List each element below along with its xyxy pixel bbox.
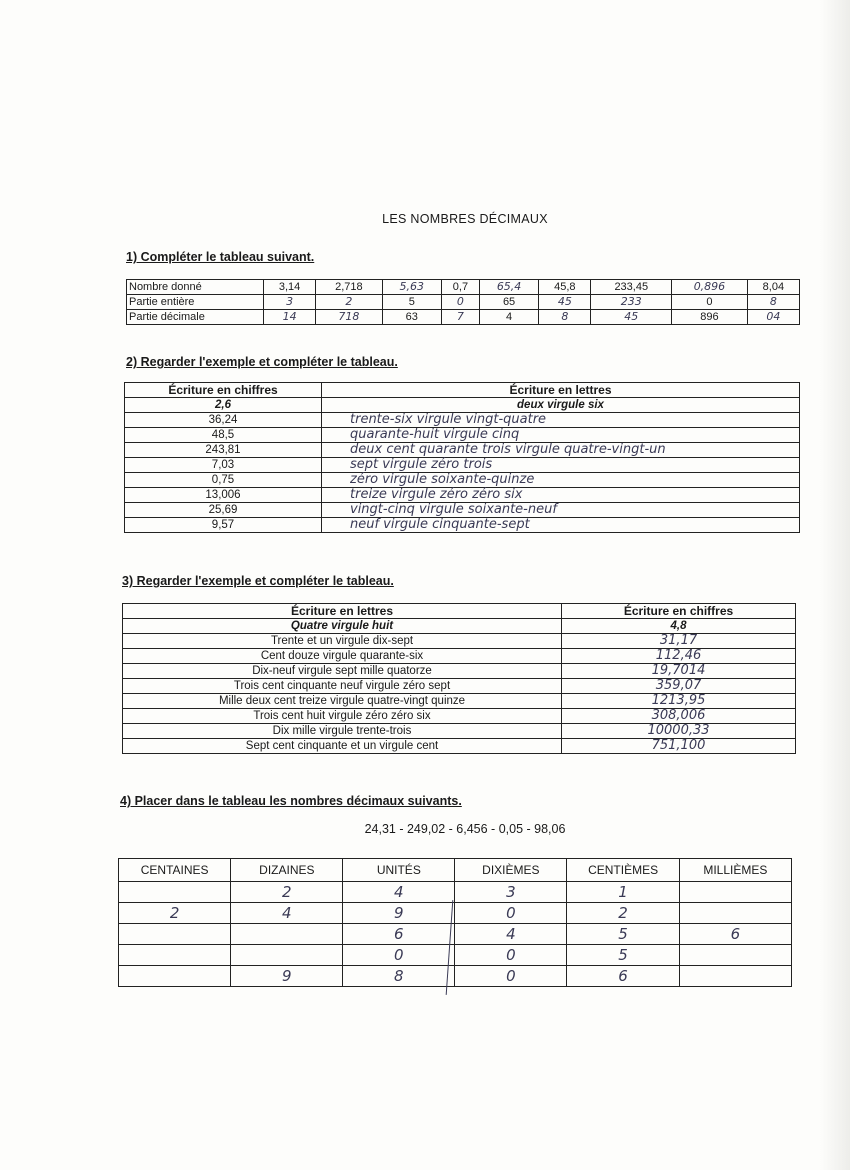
digit-cell[interactable]: 2 <box>231 882 343 903</box>
digit-cell[interactable]: 9 <box>231 966 343 987</box>
digit-cell[interactable] <box>119 945 231 966</box>
section2-heading: 2) Regarder l'exemple et compléter le tableau. <box>126 355 398 369</box>
digits-cell: 13,006 <box>125 488 322 503</box>
digit-cell[interactable]: 6 <box>567 966 679 987</box>
table-row <box>125 428 800 443</box>
integer-part: 0 <box>672 295 748 310</box>
given-number[interactable]: 0,896 <box>672 280 748 295</box>
table-header-row <box>125 383 800 398</box>
given-number: 3,14 <box>264 280 316 295</box>
section4-heading: 4) Placer dans le tableau les nombres décimaux suivants. <box>120 794 462 808</box>
page-edge-shadow <box>820 0 850 1170</box>
words-to-digits-table <box>122 603 796 754</box>
table-row <box>123 649 796 664</box>
table-row <box>119 882 792 903</box>
digit-cell[interactable]: 2 <box>567 903 679 924</box>
words-cell: Dix mille virgule trente-trois <box>123 724 562 739</box>
digit-cell[interactable]: 5 <box>567 924 679 945</box>
integer-part[interactable]: 2 <box>316 295 382 310</box>
words-answer[interactable]: deux cent quarante trois virgule quatre-vingt-un <box>322 443 800 458</box>
given-number: 8,04 <box>747 280 799 295</box>
digit-cell[interactable]: 0 <box>343 945 455 966</box>
decimal-part[interactable]: 7 <box>441 310 479 325</box>
digits-answer[interactable]: 10000,33 <box>562 724 796 739</box>
digits-cell: 243,81 <box>125 443 322 458</box>
words-cell: Trois cent huit virgule zéro zéro six <box>123 709 562 724</box>
digit-cell[interactable]: 4 <box>455 924 567 945</box>
digit-cell[interactable]: 8 <box>343 966 455 987</box>
table-row <box>123 739 796 754</box>
section3-heading: 3) Regarder l'exemple et compléter le tableau. <box>122 574 394 588</box>
example-digits: 4,8 <box>562 619 796 634</box>
table-row <box>125 413 800 428</box>
words-cell: Trente et un virgule dix-sept <box>123 634 562 649</box>
table-row <box>119 945 792 966</box>
digits-cell: 9,57 <box>125 518 322 533</box>
digits-answer[interactable]: 359,07 <box>562 679 796 694</box>
table-row <box>125 488 800 503</box>
decimal-part: 896 <box>672 310 748 325</box>
digit-cell[interactable]: 2 <box>119 903 231 924</box>
words-answer[interactable]: trente-six virgule vingt-quatre <box>322 413 800 428</box>
digit-cell[interactable] <box>679 945 791 966</box>
table-row <box>125 458 800 473</box>
digit-cell[interactable]: 1 <box>567 882 679 903</box>
digit-cell[interactable]: 4 <box>231 903 343 924</box>
digit-cell[interactable] <box>679 903 791 924</box>
given-number: 0,7 <box>441 280 479 295</box>
decimal-part[interactable]: 8 <box>539 310 591 325</box>
digit-cell[interactable] <box>119 882 231 903</box>
digits-cell: 36,24 <box>125 413 322 428</box>
table-row <box>123 664 796 679</box>
digits-cell: 0,75 <box>125 473 322 488</box>
table-row <box>119 903 792 924</box>
table-row <box>125 503 800 518</box>
example-digits: 2,6 <box>125 398 322 413</box>
example-row <box>123 619 796 634</box>
column-header: Écriture en chiffres <box>562 604 796 619</box>
words-cell: Cent douze virgule quarante-six <box>123 649 562 664</box>
example-words: Quatre virgule huit <box>123 619 562 634</box>
digits-to-words-table <box>124 382 800 533</box>
given-number: 45,8 <box>539 280 591 295</box>
digits-answer[interactable]: 751,100 <box>562 739 796 754</box>
page-title: LES NOMBRES DÉCIMAUX <box>382 212 548 226</box>
digit-cell[interactable]: 4 <box>343 882 455 903</box>
table-header-row <box>123 604 796 619</box>
table-row <box>123 679 796 694</box>
given-number: 2,718 <box>316 280 382 295</box>
given-number[interactable]: 5,63 <box>382 280 441 295</box>
digit-cell[interactable]: 6 <box>343 924 455 945</box>
integer-part: 65 <box>479 295 538 310</box>
table-row <box>123 694 796 709</box>
digit-cell[interactable] <box>119 966 231 987</box>
digit-cell[interactable]: 3 <box>455 882 567 903</box>
integer-part: 5 <box>382 295 441 310</box>
words-cell: Mille deux cent treize virgule quatre-vingt quinze <box>123 694 562 709</box>
decimal-part: 4 <box>479 310 538 325</box>
table-row <box>125 443 800 458</box>
table-row <box>125 518 800 533</box>
row-label: Nombre donné <box>127 280 264 295</box>
place-value-table <box>118 858 792 987</box>
column-header: Écriture en chiffres <box>125 383 322 398</box>
row-label: Partie décimale <box>127 310 264 325</box>
given-number: 233,45 <box>591 280 672 295</box>
integer-part[interactable]: 0 <box>441 295 479 310</box>
words-answer[interactable]: neuf virgule cinquante-sept <box>322 518 800 533</box>
table-row <box>119 966 792 987</box>
integer-part[interactable]: 233 <box>591 295 672 310</box>
words-answer[interactable]: treize virgule zéro zéro six <box>322 488 800 503</box>
digit-cell[interactable] <box>231 924 343 945</box>
decimal-part[interactable]: 718 <box>316 310 382 325</box>
table-row <box>125 473 800 488</box>
column-header: DIZAINES <box>231 859 343 882</box>
digit-cell[interactable]: 6 <box>679 924 791 945</box>
table-row <box>123 709 796 724</box>
decimal-part[interactable]: 14 <box>264 310 316 325</box>
digits-answer[interactable]: 1213,95 <box>562 694 796 709</box>
words-cell: Dix-neuf virgule sept mille quatorze <box>123 664 562 679</box>
example-words: deux virgule six <box>322 398 800 413</box>
row-label: Partie entière <box>127 295 264 310</box>
column-header: UNITÉS <box>343 859 455 882</box>
numbers-to-place: 24,31 - 249,02 - 6,456 - 0,05 - 98,06 <box>364 822 566 836</box>
table-header-row <box>119 859 792 882</box>
table-row <box>127 295 800 310</box>
section1-heading: 1) Compléter le tableau suivant. <box>126 250 315 264</box>
decimal-parts-table <box>126 279 800 325</box>
digit-cell[interactable]: 9 <box>343 903 455 924</box>
digits-cell: 48,5 <box>125 428 322 443</box>
digits-cell: 25,69 <box>125 503 322 518</box>
table-row <box>127 310 800 325</box>
digit-cell[interactable] <box>231 945 343 966</box>
digit-cell[interactable] <box>119 924 231 945</box>
words-cell: Trois cent cinquante neuf virgule zéro sept <box>123 679 562 694</box>
decimal-part[interactable]: 45 <box>591 310 672 325</box>
decimal-part: 63 <box>382 310 441 325</box>
integer-part[interactable]: 8 <box>747 295 799 310</box>
column-header: DIXIÈMES <box>455 859 567 882</box>
column-header: Écriture en lettres <box>123 604 562 619</box>
digit-cell[interactable] <box>679 882 791 903</box>
integer-part[interactable]: 3 <box>264 295 316 310</box>
digit-cell[interactable] <box>679 966 791 987</box>
digits-answer[interactable]: 308,006 <box>562 709 796 724</box>
example-row <box>125 398 800 413</box>
decimal-part[interactable]: 04 <box>747 310 799 325</box>
given-number[interactable]: 65,4 <box>479 280 538 295</box>
digits-answer[interactable]: 112,46 <box>562 649 796 664</box>
digits-cell: 7,03 <box>125 458 322 473</box>
words-answer[interactable]: sept virgule zéro trois <box>322 458 800 473</box>
column-header: MILLIÈMES <box>679 859 791 882</box>
column-header: CENTIÈMES <box>567 859 679 882</box>
digit-cell[interactable]: 5 <box>567 945 679 966</box>
words-answer[interactable]: zéro virgule soixante-quinze <box>322 473 800 488</box>
integer-part[interactable]: 45 <box>539 295 591 310</box>
words-answer[interactable]: quarante-huit virgule cinq <box>322 428 800 443</box>
digit-cell[interactable]: 0 <box>455 966 567 987</box>
table-row <box>127 280 800 295</box>
digit-cell[interactable]: 0 <box>455 945 567 966</box>
column-header: Écriture en lettres <box>322 383 800 398</box>
words-answer[interactable]: vingt-cinq virgule soixante-neuf <box>322 503 800 518</box>
column-header: CENTAINES <box>119 859 231 882</box>
digits-answer[interactable]: 31,17 <box>562 634 796 649</box>
table-row <box>123 634 796 649</box>
table-row <box>119 924 792 945</box>
digits-answer[interactable]: 19,7014 <box>562 664 796 679</box>
digit-cell[interactable]: 0 <box>455 903 567 924</box>
words-cell: Sept cent cinquante et un virgule cent <box>123 739 562 754</box>
table-row <box>123 724 796 739</box>
